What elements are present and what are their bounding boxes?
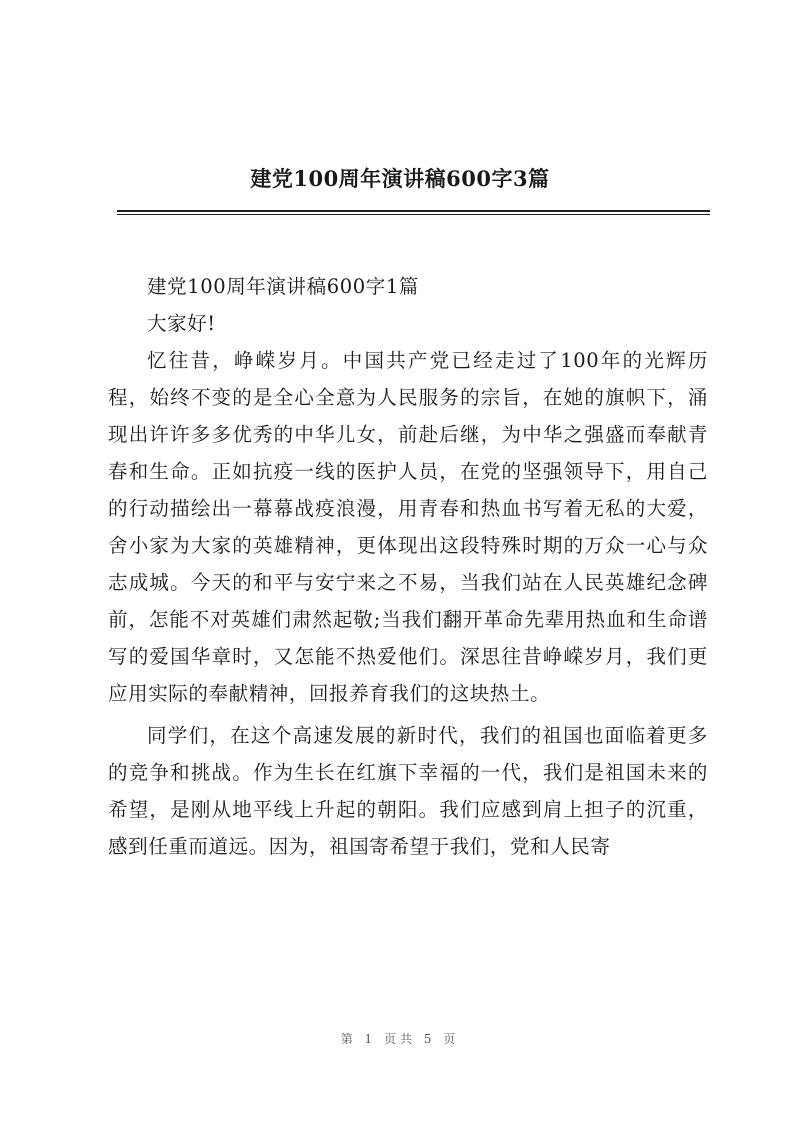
document-body [108,268,708,865]
title-underline-thin [117,214,710,215]
page-footer: 第 1 页共 5 页 [340,1032,460,1046]
body-paragraph-1: 忆往昔，峥嵘岁月。中国共产党已经走过了100年的光辉历程，始终不变的是全心全意为人民服务的宗旨，在她的旗帜下，涌现出许许多多优秀的中华儿女，前赴后继，为中华之强盛而奉献青春和生命。正如抗疫一线的医护人员，在党的坚强领导下，用自己的行动描绘出一幕幕战疫浪漫，用青春和热血书写着无私的大爱，舍小家为大家的英雄精神，更体现出这段特殊时期的万众一心与众志成城。今天的和平与安宁来之不易，当我们站在人民英雄纪念碑前，怎能不对英雄们肃然起敬;当我们翻开革命先辈用热血和生命谱写的爱国华章时，又怎能不热爱他们。深思往昔峥嵘岁月，我们更应用实际的奉献精神，回报养育我们的这块热土。 [108,349,708,705]
body-paragraph-2: 同学们，在这个高速发展的新时代，我们的祖国也面临着更多的竞争和挑战。作为生长在红旗下幸福的一代，我们是祖国未来的希望，是刚从地平线上升起的朝阳。我们应感到肩上担子的沉重，感到任重而道远。因为，祖国寄希望于我们，党和人民寄 [108,724,708,858]
section-heading: 建党100周年演讲稿600字1篇 [147,275,419,298]
title-underline [117,210,710,212]
document-title: 建党100周年演讲稿600字3篇 [250,166,550,191]
greeting-paragraph: 大家好! [147,312,216,335]
